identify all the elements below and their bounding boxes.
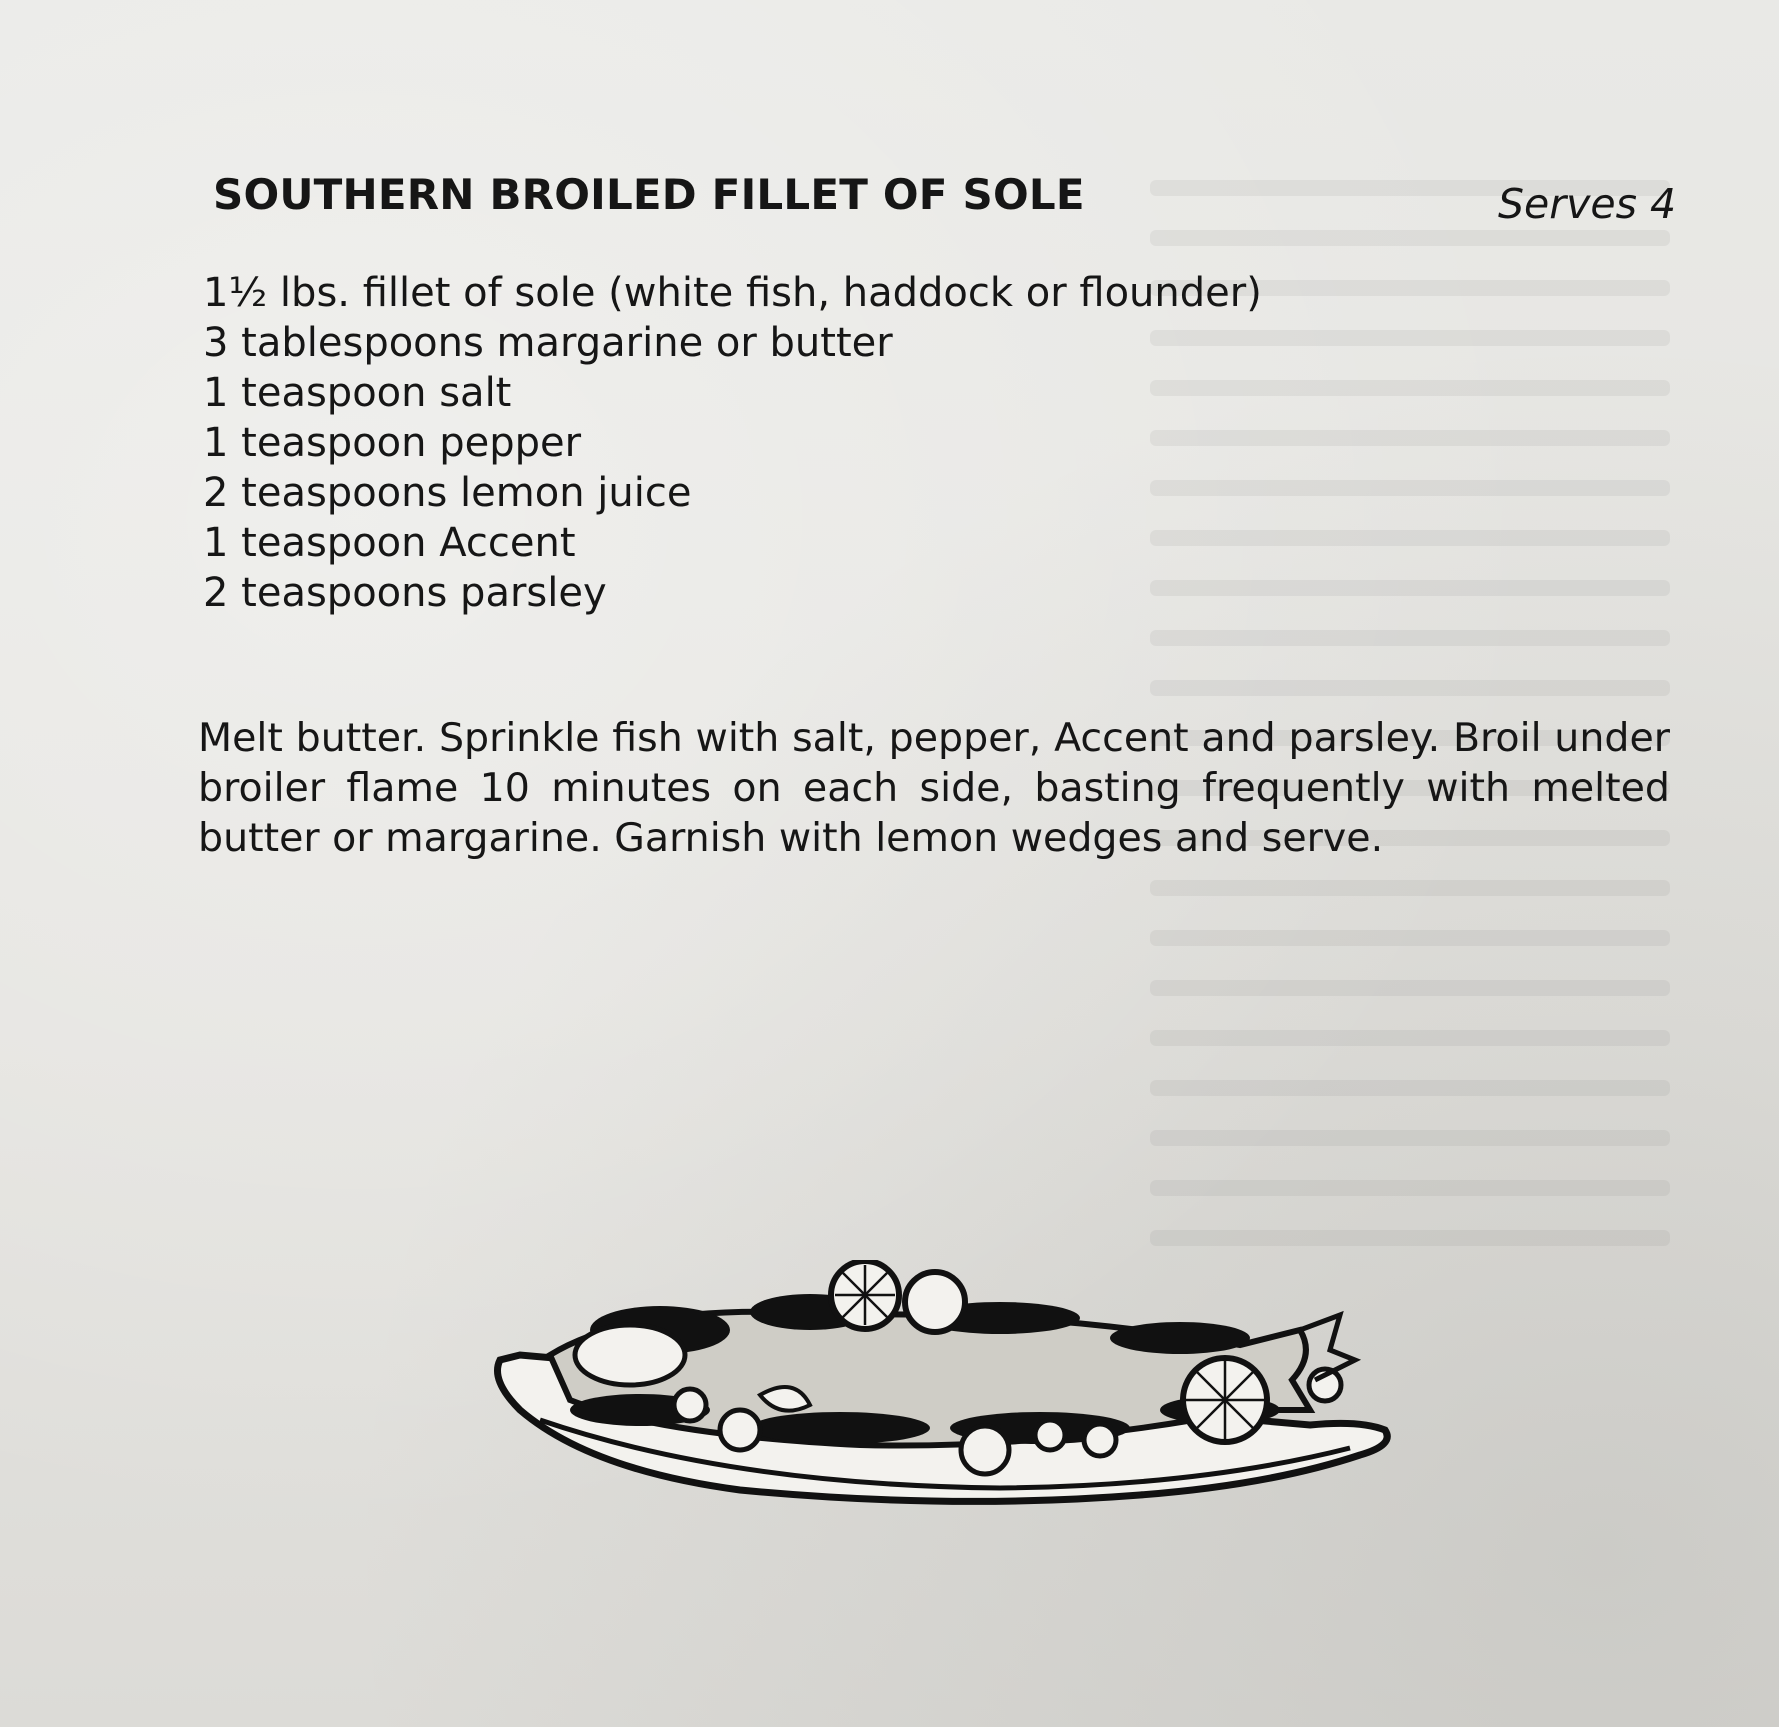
ingredient-item: 3 tablespoons margarine or butter [203, 320, 893, 366]
recipe-instructions: Melt butter. Sprinkle fish with salt, pepper, Accent and parsley. Broil under broiler flame 10 minutes on each side, basting frequently with melted butter or margarine. Garnish with lemon wedges and serve. [198, 715, 1670, 861]
ingredient-item: 2 teaspoons lemon juice [203, 470, 692, 516]
serves-count: Serves 4 [1498, 180, 1677, 228]
ingredient-item: 1 teaspoon pepper [203, 420, 582, 466]
ingredient-list [203, 268, 1262, 618]
ingredient-item: 1 teaspoon Accent [203, 520, 576, 566]
ingredient-item: 1 teaspoon salt [203, 370, 512, 416]
fish-platter-illustration [480, 1260, 1400, 1520]
ingredient-item: 2 teaspoons parsley [203, 570, 607, 616]
recipe-title: SOUTHERN BROILED FILLET OF SOLE [213, 170, 1085, 219]
ingredient-item: 1½ lbs. fillet of sole (white fish, haddock or flounder) [203, 270, 1262, 316]
